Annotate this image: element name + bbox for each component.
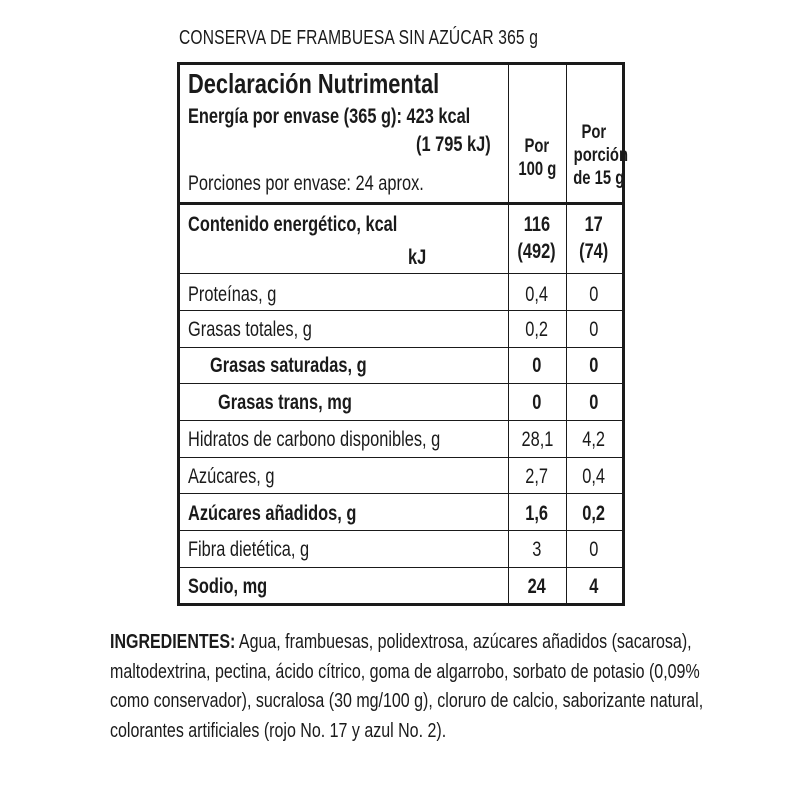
ingredients-line-3: como conservador), sucralosa (30 mg/100 g), cloruro de calcio, saborizante natural, <box>110 690 704 712</box>
energy-kcal-serving: 17 <box>584 213 604 236</box>
ingredients-line-1: INGREDIENTES: Agua, frambuesas, polidextrosa, azúcares añadidos (sacarosa), <box>110 631 692 653</box>
header-divider <box>180 202 622 205</box>
row-added-sugars-serving: 0,2 <box>582 502 606 525</box>
row-divider <box>180 310 622 311</box>
ingredients-line-2: maltodextrina, pectina, ácido cítrico, goma de algarrobo, sorbato de potasio (0,09% <box>110 660 700 683</box>
energy-per-package: Energía por envase (365 g): 423 kcal <box>188 105 471 128</box>
row-label-protein: Proteínas, g <box>188 283 277 306</box>
row-saturated-fat-100g: 0 <box>532 354 542 377</box>
row-label-saturated-fat: Grasas saturadas, g <box>210 354 367 377</box>
row-divider <box>180 273 622 274</box>
row-fiber-100g: 3 <box>532 538 542 561</box>
energy-kj-serving: (74) <box>579 240 609 263</box>
row-sodium-100g: 24 <box>527 575 547 598</box>
ingredients-label: INGREDIENTES: <box>110 631 236 653</box>
row-saturated-fat-serving: 0 <box>589 354 599 377</box>
row-divider <box>180 530 622 531</box>
nutrition-facts-table <box>177 62 629 606</box>
energy-kcal-100g: 116 <box>523 213 551 236</box>
ingredients-line-4: colorantes artificiales (rojo No. 17 y azul No. 2). <box>110 719 447 742</box>
panel-title: Declaración Nutrimental <box>188 68 440 99</box>
energy-kj-100g: (492) <box>517 240 557 263</box>
row-divider <box>180 457 622 458</box>
product-title: CONSERVA DE FRAMBUESA SIN AZÚCAR 365 g <box>179 27 539 49</box>
energy-label-kcal: Contenido energético, kcal <box>188 213 398 236</box>
energy-label-kj: kJ <box>408 246 427 269</box>
row-trans-fat-serving: 0 <box>589 391 599 414</box>
row-sugars-100g: 2,7 <box>525 465 549 488</box>
row-fiber-serving: 0 <box>589 538 599 561</box>
row-trans-fat-100g: 0 <box>532 391 542 414</box>
row-total-fat-100g: 0,2 <box>525 318 549 341</box>
row-total-fat-serving: 0 <box>589 318 599 341</box>
row-protein-100g: 0,4 <box>525 283 549 306</box>
row-added-sugars-100g: 1,6 <box>525 502 549 525</box>
row-label-trans-fat: Grasas trans, mg <box>218 391 352 414</box>
row-sodium-serving: 4 <box>589 575 599 598</box>
row-divider <box>180 420 622 421</box>
row-label-sugars: Azúcares, g <box>188 465 275 488</box>
row-protein-serving: 0 <box>589 283 599 306</box>
row-carbohydrates-100g: 28,1 <box>521 428 553 451</box>
row-divider <box>180 567 622 568</box>
row-label-added-sugars: Azúcares añadidos, g <box>188 502 357 525</box>
row-divider <box>180 493 622 494</box>
row-label-sodium: Sodio, mg <box>188 575 268 598</box>
row-carbohydrates-serving: 4,2 <box>582 428 606 451</box>
ingredients-list <box>110 628 710 746</box>
row-divider <box>180 347 622 348</box>
row-label-carbohydrates: Hidratos de carbono disponibles, g <box>188 428 441 451</box>
row-label-total-fat: Grasas totales, g <box>188 318 312 341</box>
column-header-serving: Por porción de 15 g <box>573 122 629 189</box>
servings-per-package: Porciones por envase: 24 aprox. <box>188 172 424 195</box>
row-label-fiber: Fibra dietética, g <box>188 538 310 561</box>
column-header-100g: Por 100 g <box>518 136 556 180</box>
row-sugars-serving: 0,4 <box>582 465 606 488</box>
row-divider <box>180 383 622 384</box>
energy-per-package-kj: (1 795 kJ) <box>416 133 491 156</box>
